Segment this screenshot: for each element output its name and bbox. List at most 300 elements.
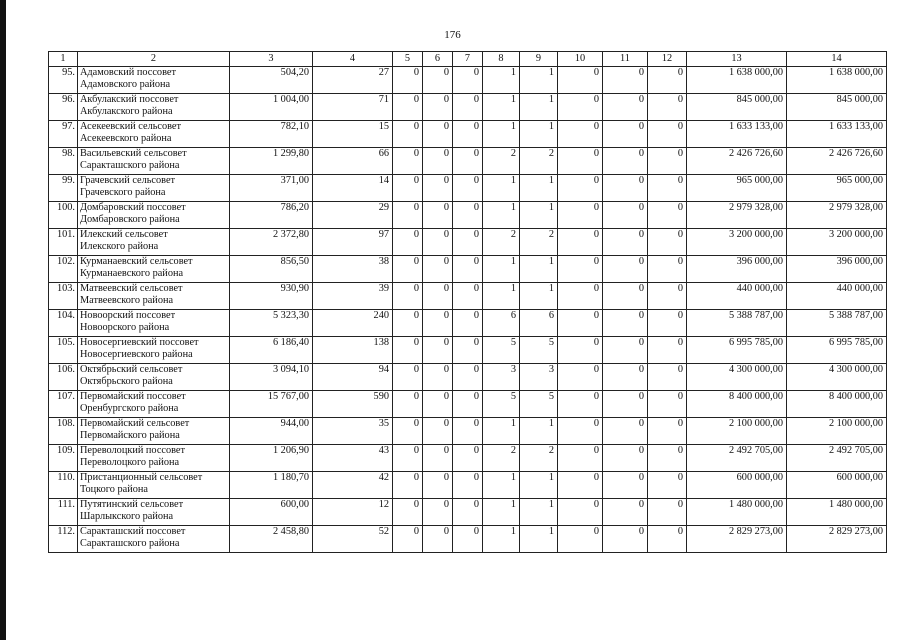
row-number: 103. [49, 283, 78, 310]
municipality-name-cell [78, 121, 230, 148]
column-header-1: 1 [49, 52, 78, 67]
cell-c10: 0 [558, 391, 603, 418]
column-header-5: 5 [393, 52, 423, 67]
cell-c11: 0 [603, 202, 648, 229]
cell-c8: 1 [483, 256, 520, 283]
cell-c4: 15 [313, 121, 393, 148]
row-number: 100. [49, 202, 78, 229]
cell-c4: 27 [313, 67, 393, 94]
cell-c8: 2 [483, 229, 520, 256]
cell-c9: 5 [520, 391, 558, 418]
cell-c13: 2 492 705,00 [687, 445, 787, 472]
table-row [49, 445, 887, 472]
district-name: Асекеевского района [80, 133, 172, 144]
cell-c8: 1 [483, 67, 520, 94]
cell-c10: 0 [558, 472, 603, 499]
district-name: Новоорского района [80, 322, 170, 333]
cell-c7: 0 [453, 310, 483, 337]
table-row [49, 256, 887, 283]
cell-c7: 0 [453, 256, 483, 283]
cell-c4: 39 [313, 283, 393, 310]
column-header-10: 10 [558, 52, 603, 67]
cell-c9: 1 [520, 499, 558, 526]
municipality-name: Октябрьский сельсовет [80, 364, 183, 375]
cell-c3: 2 372,80 [230, 229, 313, 256]
cell-c14: 1 480 000,00 [787, 499, 887, 526]
cell-c6: 0 [423, 67, 453, 94]
cell-c11: 0 [603, 283, 648, 310]
cell-c6: 0 [423, 310, 453, 337]
municipality-name-cell [78, 445, 230, 472]
cell-c8: 1 [483, 94, 520, 121]
column-header-2: 2 [78, 52, 230, 67]
district-name: Тоцкого района [80, 484, 148, 495]
cell-c8: 5 [483, 391, 520, 418]
row-number: 111. [49, 499, 78, 526]
municipality-name: Саракташский поссовет [80, 526, 186, 537]
cell-c4: 66 [313, 148, 393, 175]
table-row [49, 94, 887, 121]
cell-c3: 5 323,30 [230, 310, 313, 337]
cell-c13: 1 633 133,00 [687, 121, 787, 148]
cell-c3: 1 299,80 [230, 148, 313, 175]
cell-c9: 1 [520, 418, 558, 445]
district-name: Шарлыкского района [80, 511, 174, 522]
cell-c7: 0 [453, 337, 483, 364]
cell-c6: 0 [423, 337, 453, 364]
cell-c3: 2 458,80 [230, 526, 313, 553]
table-body [49, 67, 887, 553]
column-header-3: 3 [230, 52, 313, 67]
cell-c14: 1 633 133,00 [787, 121, 887, 148]
municipality-name-cell [78, 202, 230, 229]
cell-c9: 1 [520, 256, 558, 283]
district-name: Переволоцкого района [80, 457, 180, 468]
cell-c14: 2 492 705,00 [787, 445, 887, 472]
cell-c10: 0 [558, 202, 603, 229]
cell-c4: 29 [313, 202, 393, 229]
cell-c5: 0 [393, 121, 423, 148]
municipality-name-cell [78, 364, 230, 391]
municipality-name: Новосергиевский поссовет [80, 337, 199, 348]
cell-c8: 1 [483, 472, 520, 499]
cell-c4: 52 [313, 526, 393, 553]
cell-c4: 94 [313, 364, 393, 391]
cell-c13: 2 979 328,00 [687, 202, 787, 229]
municipality-name: Адамовский поссовет [80, 67, 176, 78]
cell-c5: 0 [393, 310, 423, 337]
cell-c3: 1 206,90 [230, 445, 313, 472]
cell-c11: 0 [603, 526, 648, 553]
cell-c14: 440 000,00 [787, 283, 887, 310]
cell-c5: 0 [393, 256, 423, 283]
cell-c8: 1 [483, 121, 520, 148]
municipality-name-cell [78, 499, 230, 526]
cell-c5: 0 [393, 148, 423, 175]
page-number: 176 [444, 29, 461, 41]
cell-c7: 0 [453, 499, 483, 526]
cell-c9: 1 [520, 94, 558, 121]
row-number: 105. [49, 337, 78, 364]
column-header-13: 13 [687, 52, 787, 67]
cell-c7: 0 [453, 526, 483, 553]
cell-c4: 35 [313, 418, 393, 445]
cell-c6: 0 [423, 94, 453, 121]
cell-c3: 944,00 [230, 418, 313, 445]
municipality-name: Курманаевский сельсовет [80, 256, 193, 267]
cell-c5: 0 [393, 472, 423, 499]
municipality-name-cell [78, 391, 230, 418]
cell-c7: 0 [453, 175, 483, 202]
municipality-name: Акбулакский поссовет [80, 94, 179, 105]
cell-c9: 1 [520, 283, 558, 310]
municipality-name: Грачевский сельсовет [80, 175, 176, 186]
cell-c11: 0 [603, 391, 648, 418]
cell-c11: 0 [603, 148, 648, 175]
cell-c10: 0 [558, 418, 603, 445]
cell-c7: 0 [453, 364, 483, 391]
cell-c7: 0 [453, 148, 483, 175]
district-name: Илекского района [80, 241, 159, 252]
cell-c9: 1 [520, 202, 558, 229]
table-row [49, 202, 887, 229]
municipality-name: Переволоцкий поссовет [80, 445, 186, 456]
municipality-name-cell [78, 472, 230, 499]
municipality-name-cell [78, 310, 230, 337]
cell-c8: 1 [483, 202, 520, 229]
district-name: Матвеевского района [80, 295, 174, 306]
cell-c13: 2 426 726,60 [687, 148, 787, 175]
cell-c12: 0 [648, 445, 687, 472]
cell-c11: 0 [603, 94, 648, 121]
cell-c6: 0 [423, 391, 453, 418]
cell-c13: 3 200 000,00 [687, 229, 787, 256]
cell-c11: 0 [603, 121, 648, 148]
cell-c13: 965 000,00 [687, 175, 787, 202]
cell-c13: 1 638 000,00 [687, 67, 787, 94]
cell-c12: 0 [648, 418, 687, 445]
cell-c5: 0 [393, 391, 423, 418]
district-name: Саракташского района [80, 160, 180, 171]
cell-c10: 0 [558, 121, 603, 148]
municipality-name-cell [78, 148, 230, 175]
cell-c5: 0 [393, 418, 423, 445]
cell-c12: 0 [648, 121, 687, 148]
district-name: Домбаровского района [80, 214, 180, 225]
municipality-name: Асекеевский сельсовет [80, 121, 181, 132]
cell-c7: 0 [453, 229, 483, 256]
municipality-name: Васильевский сельсовет [80, 148, 187, 159]
cell-c14: 2 829 273,00 [787, 526, 887, 553]
cell-c6: 0 [423, 121, 453, 148]
cell-c13: 1 480 000,00 [687, 499, 787, 526]
cell-c12: 0 [648, 499, 687, 526]
column-header-14: 14 [787, 52, 887, 67]
cell-c10: 0 [558, 175, 603, 202]
cell-c9: 5 [520, 337, 558, 364]
cell-c7: 0 [453, 94, 483, 121]
table-row [49, 526, 887, 553]
cell-c14: 1 638 000,00 [787, 67, 887, 94]
municipality-name-cell [78, 283, 230, 310]
row-number: 96. [49, 94, 78, 121]
cell-c12: 0 [648, 283, 687, 310]
scan-edge-bar [0, 0, 6, 640]
cell-c11: 0 [603, 229, 648, 256]
cell-c9: 6 [520, 310, 558, 337]
table-row [49, 175, 887, 202]
cell-c8: 6 [483, 310, 520, 337]
cell-c10: 0 [558, 229, 603, 256]
cell-c6: 0 [423, 472, 453, 499]
cell-c3: 786,20 [230, 202, 313, 229]
municipality-name-cell [78, 175, 230, 202]
cell-c8: 1 [483, 283, 520, 310]
cell-c10: 0 [558, 256, 603, 283]
district-name: Оренбургского района [80, 403, 179, 414]
cell-c4: 42 [313, 472, 393, 499]
cell-c12: 0 [648, 337, 687, 364]
cell-c14: 845 000,00 [787, 94, 887, 121]
cell-c9: 2 [520, 148, 558, 175]
cell-c5: 0 [393, 229, 423, 256]
row-number: 101. [49, 229, 78, 256]
cell-c4: 38 [313, 256, 393, 283]
municipality-name: Матвеевский сельсовет [80, 283, 183, 294]
municipality-name: Первомайский поссовет [80, 391, 186, 402]
cell-c13: 845 000,00 [687, 94, 787, 121]
table-row [49, 337, 887, 364]
cell-c12: 0 [648, 526, 687, 553]
column-header-9: 9 [520, 52, 558, 67]
cell-c11: 0 [603, 67, 648, 94]
table-row [49, 364, 887, 391]
cell-c7: 0 [453, 445, 483, 472]
municipality-name-cell [78, 67, 230, 94]
row-number: 112. [49, 526, 78, 553]
row-number: 102. [49, 256, 78, 283]
row-number: 110. [49, 472, 78, 499]
table-row [49, 148, 887, 175]
row-number: 99. [49, 175, 78, 202]
table-row [49, 121, 887, 148]
row-number: 97. [49, 121, 78, 148]
cell-c12: 0 [648, 202, 687, 229]
cell-c3: 3 094,10 [230, 364, 313, 391]
district-name: Курманаевского района [80, 268, 184, 279]
table-row [49, 499, 887, 526]
cell-c4: 138 [313, 337, 393, 364]
cell-c11: 0 [603, 418, 648, 445]
row-number: 107. [49, 391, 78, 418]
cell-c4: 240 [313, 310, 393, 337]
cell-c14: 600 000,00 [787, 472, 887, 499]
cell-c12: 0 [648, 391, 687, 418]
cell-c13: 2 100 000,00 [687, 418, 787, 445]
cell-c12: 0 [648, 472, 687, 499]
cell-c6: 0 [423, 256, 453, 283]
cell-c12: 0 [648, 364, 687, 391]
row-number: 106. [49, 364, 78, 391]
cell-c6: 0 [423, 499, 453, 526]
cell-c11: 0 [603, 364, 648, 391]
district-name: Новосергиевского района [80, 349, 193, 360]
cell-c9: 2 [520, 445, 558, 472]
cell-c3: 504,20 [230, 67, 313, 94]
cell-c9: 1 [520, 121, 558, 148]
municipality-name: Домбаровский поссовет [80, 202, 186, 213]
cell-c12: 0 [648, 175, 687, 202]
data-table [48, 51, 887, 553]
cell-c7: 0 [453, 67, 483, 94]
cell-c13: 5 388 787,00 [687, 310, 787, 337]
municipality-name-cell [78, 418, 230, 445]
cell-c14: 396 000,00 [787, 256, 887, 283]
cell-c7: 0 [453, 472, 483, 499]
cell-c13: 396 000,00 [687, 256, 787, 283]
cell-c5: 0 [393, 526, 423, 553]
cell-c9: 1 [520, 67, 558, 94]
cell-c12: 0 [648, 310, 687, 337]
cell-c7: 0 [453, 418, 483, 445]
cell-c6: 0 [423, 526, 453, 553]
table-row [49, 283, 887, 310]
cell-c14: 2 426 726,60 [787, 148, 887, 175]
cell-c3: 371,00 [230, 175, 313, 202]
cell-c5: 0 [393, 67, 423, 94]
cell-c14: 6 995 785,00 [787, 337, 887, 364]
cell-c6: 0 [423, 229, 453, 256]
cell-c11: 0 [603, 256, 648, 283]
cell-c3: 6 186,40 [230, 337, 313, 364]
cell-c12: 0 [648, 229, 687, 256]
cell-c13: 8 400 000,00 [687, 391, 787, 418]
cell-c14: 2 979 328,00 [787, 202, 887, 229]
cell-c13: 600 000,00 [687, 472, 787, 499]
cell-c12: 0 [648, 67, 687, 94]
district-name: Адамовского района [80, 79, 171, 90]
cell-c14: 2 100 000,00 [787, 418, 887, 445]
cell-c9: 1 [520, 526, 558, 553]
cell-c6: 0 [423, 445, 453, 472]
cell-c6: 0 [423, 418, 453, 445]
row-number: 104. [49, 310, 78, 337]
column-header-11: 11 [603, 52, 648, 67]
cell-c10: 0 [558, 499, 603, 526]
cell-c10: 0 [558, 526, 603, 553]
cell-c14: 3 200 000,00 [787, 229, 887, 256]
table-row [49, 472, 887, 499]
cell-c11: 0 [603, 310, 648, 337]
cell-c10: 0 [558, 310, 603, 337]
cell-c14: 8 400 000,00 [787, 391, 887, 418]
cell-c7: 0 [453, 121, 483, 148]
cell-c11: 0 [603, 445, 648, 472]
cell-c7: 0 [453, 202, 483, 229]
table-row [49, 229, 887, 256]
cell-c9: 1 [520, 175, 558, 202]
cell-c8: 1 [483, 175, 520, 202]
table-row [49, 310, 887, 337]
cell-c5: 0 [393, 175, 423, 202]
row-number: 95. [49, 67, 78, 94]
cell-c13: 2 829 273,00 [687, 526, 787, 553]
column-header-7: 7 [453, 52, 483, 67]
cell-c14: 4 300 000,00 [787, 364, 887, 391]
cell-c3: 15 767,00 [230, 391, 313, 418]
cell-c8: 5 [483, 337, 520, 364]
cell-c3: 1 004,00 [230, 94, 313, 121]
cell-c4: 590 [313, 391, 393, 418]
table-row [49, 67, 887, 94]
cell-c13: 6 995 785,00 [687, 337, 787, 364]
municipality-name-cell [78, 94, 230, 121]
cell-c10: 0 [558, 445, 603, 472]
cell-c5: 0 [393, 364, 423, 391]
cell-c5: 0 [393, 94, 423, 121]
cell-c9: 1 [520, 472, 558, 499]
cell-c5: 0 [393, 283, 423, 310]
column-header-4: 4 [313, 52, 393, 67]
cell-c3: 782,10 [230, 121, 313, 148]
cell-c10: 0 [558, 337, 603, 364]
cell-c6: 0 [423, 283, 453, 310]
cell-c10: 0 [558, 283, 603, 310]
district-name: Первомайского района [80, 430, 180, 441]
cell-c4: 12 [313, 499, 393, 526]
cell-c8: 3 [483, 364, 520, 391]
cell-c8: 2 [483, 148, 520, 175]
municipality-name-cell [78, 526, 230, 553]
cell-c10: 0 [558, 94, 603, 121]
cell-c6: 0 [423, 175, 453, 202]
municipality-name: Путятинский сельсовет [80, 499, 184, 510]
district-name: Октябрьского района [80, 376, 173, 387]
cell-c9: 3 [520, 364, 558, 391]
municipality-name: Пристанционный сельсовет [80, 472, 203, 483]
cell-c3: 856,50 [230, 256, 313, 283]
cell-c10: 0 [558, 148, 603, 175]
cell-c5: 0 [393, 445, 423, 472]
row-number: 108. [49, 418, 78, 445]
cell-c5: 0 [393, 499, 423, 526]
column-header-12: 12 [648, 52, 687, 67]
row-number: 109. [49, 445, 78, 472]
cell-c12: 0 [648, 256, 687, 283]
cell-c10: 0 [558, 67, 603, 94]
column-header-8: 8 [483, 52, 520, 67]
cell-c11: 0 [603, 499, 648, 526]
municipality-name: Илекский сельсовет [80, 229, 168, 240]
cell-c4: 97 [313, 229, 393, 256]
cell-c3: 600,00 [230, 499, 313, 526]
cell-c11: 0 [603, 337, 648, 364]
district-name: Грачевского района [80, 187, 166, 198]
municipality-name: Первомайский сельсовет [80, 418, 190, 429]
municipality-name-cell [78, 229, 230, 256]
row-number: 98. [49, 148, 78, 175]
cell-c5: 0 [393, 337, 423, 364]
cell-c4: 43 [313, 445, 393, 472]
cell-c13: 4 300 000,00 [687, 364, 787, 391]
cell-c8: 1 [483, 418, 520, 445]
municipality-name-cell [78, 337, 230, 364]
column-header-6: 6 [423, 52, 453, 67]
header-row [49, 52, 887, 67]
cell-c14: 5 388 787,00 [787, 310, 887, 337]
cell-c7: 0 [453, 391, 483, 418]
cell-c6: 0 [423, 364, 453, 391]
